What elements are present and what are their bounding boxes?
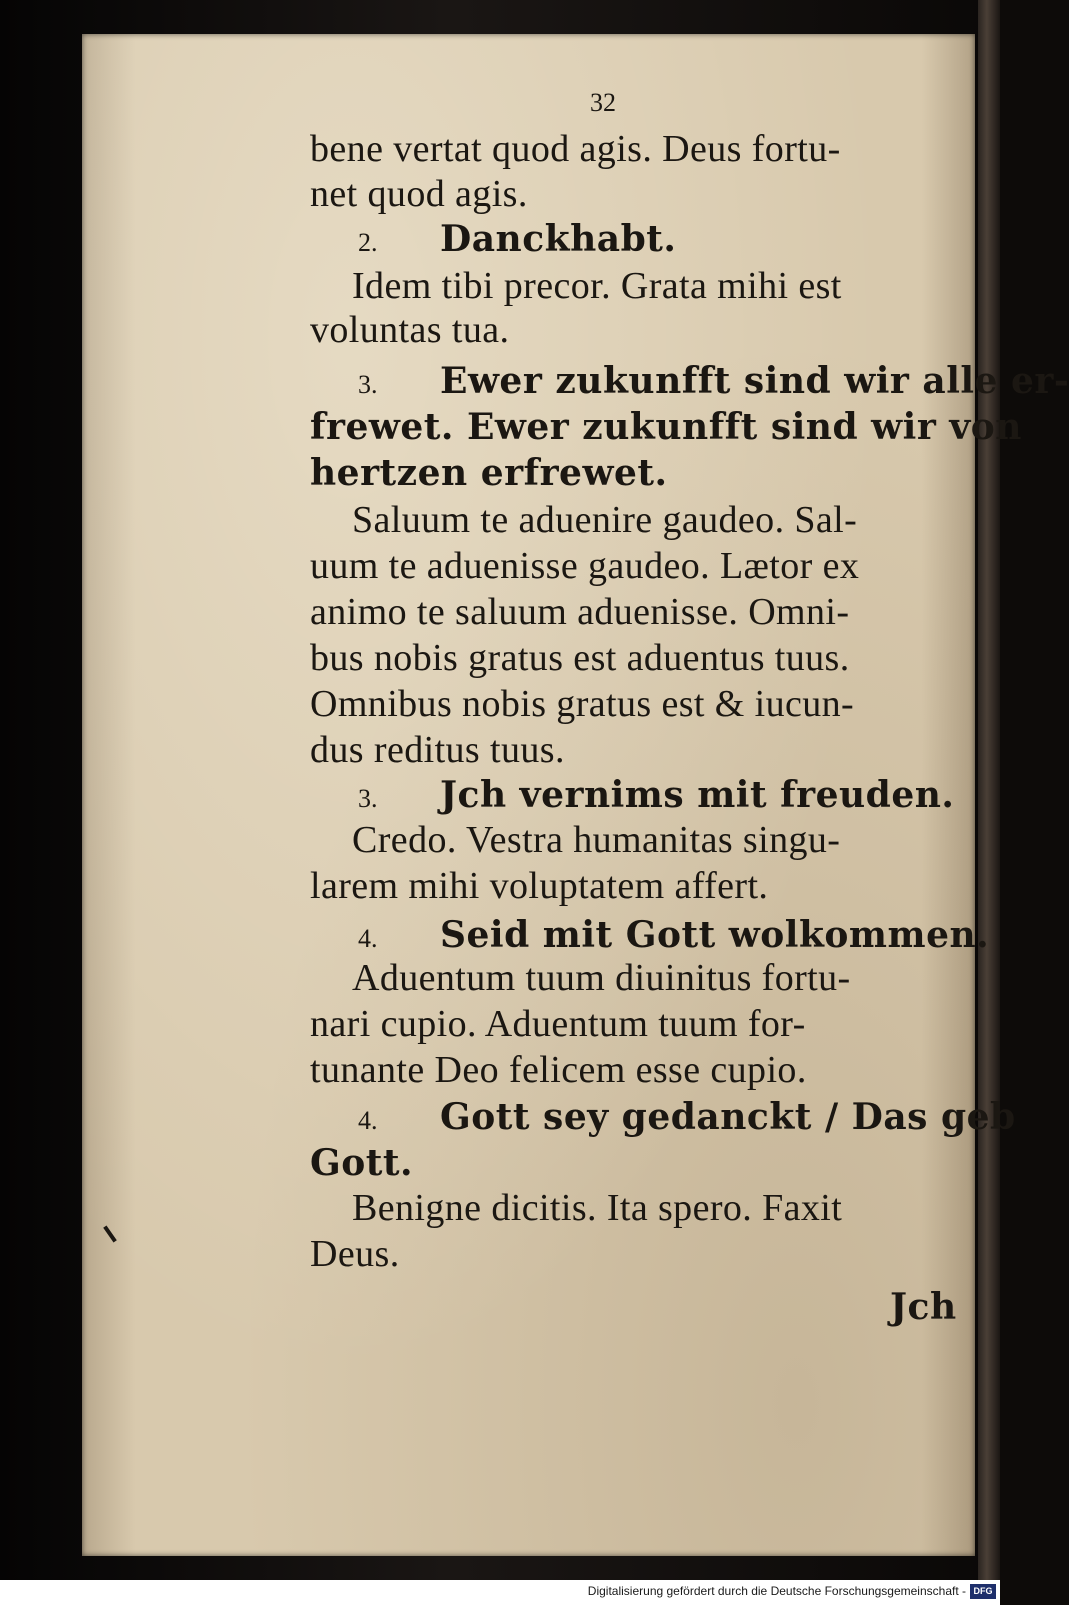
german-line-22: Gott sey gedanckt / Das geb — [440, 1096, 1016, 1138]
text-line-13: Omnibus nobis gratus est & iucun- — [310, 683, 855, 725]
text-line-21: tunante Deo felicem esse cupio. — [310, 1049, 807, 1091]
text-line-1: bene vertat quod agis. Deus fortu- — [310, 128, 841, 170]
german-line-15: Jch vernims mit freuden. — [440, 774, 955, 816]
german-line-8: hertzen erfrewet. — [310, 452, 668, 494]
text-line-5: voluntas tua. — [310, 309, 510, 351]
entry-number: 4. — [358, 924, 378, 953]
german-line-6: Ewer zukunfft sind wir alle er- — [440, 360, 1069, 402]
text-line-20: nari cupio. Aduentum tuum for- — [310, 1003, 806, 1045]
text-line-17: larem mihi voluptatem affert. — [310, 865, 769, 907]
book-edge — [978, 0, 1000, 1580]
text-line-19: Aduentum tuum diuinitus fortu- — [352, 957, 851, 999]
text-line-12: bus nobis gratus est aduentus tuus. — [310, 637, 850, 679]
page-number: 32 — [590, 88, 616, 117]
dfg-logo: DFG — [970, 1584, 996, 1599]
text-line-10: uum te aduenisse gaudeo. Lætor ex — [310, 545, 860, 587]
text-line-16: Credo. Vestra humanitas singu- — [352, 819, 841, 861]
german-line-7: frewet. Ewer zukunfft sind wir von — [310, 406, 1022, 448]
footer-bar — [0, 1580, 1000, 1605]
german-line-23: Gott. — [310, 1142, 414, 1184]
entry-number: 3. — [358, 370, 378, 399]
text-line-25: Deus. — [310, 1233, 400, 1275]
german-line-3: Danckhabt. — [440, 218, 677, 260]
german-line-18: Seid mit Gott wolkommen. — [440, 914, 990, 956]
text-line-2: net quod agis. — [310, 173, 528, 215]
entry-number: 2. — [358, 228, 378, 257]
entry-number: 4. — [358, 1106, 378, 1135]
entry-number: 3. — [358, 784, 378, 813]
text-line-11: animo te saluum aduenisse. Omni- — [310, 591, 850, 633]
footer-credit: Digitalisierung gefördert durch die Deutsche Forschungsgemeinschaft - — [587, 1584, 966, 1598]
catchword: Jch — [890, 1286, 957, 1328]
text-line-4: Idem tibi precor. Grata mihi est — [352, 265, 842, 307]
text-line-9: Saluum te aduenire gaudeo. Sal- — [352, 499, 858, 541]
text-line-14: dus reditus tuus. — [310, 729, 565, 771]
text-line-24: Benigne dicitis. Ita spero. Faxit — [352, 1187, 843, 1229]
